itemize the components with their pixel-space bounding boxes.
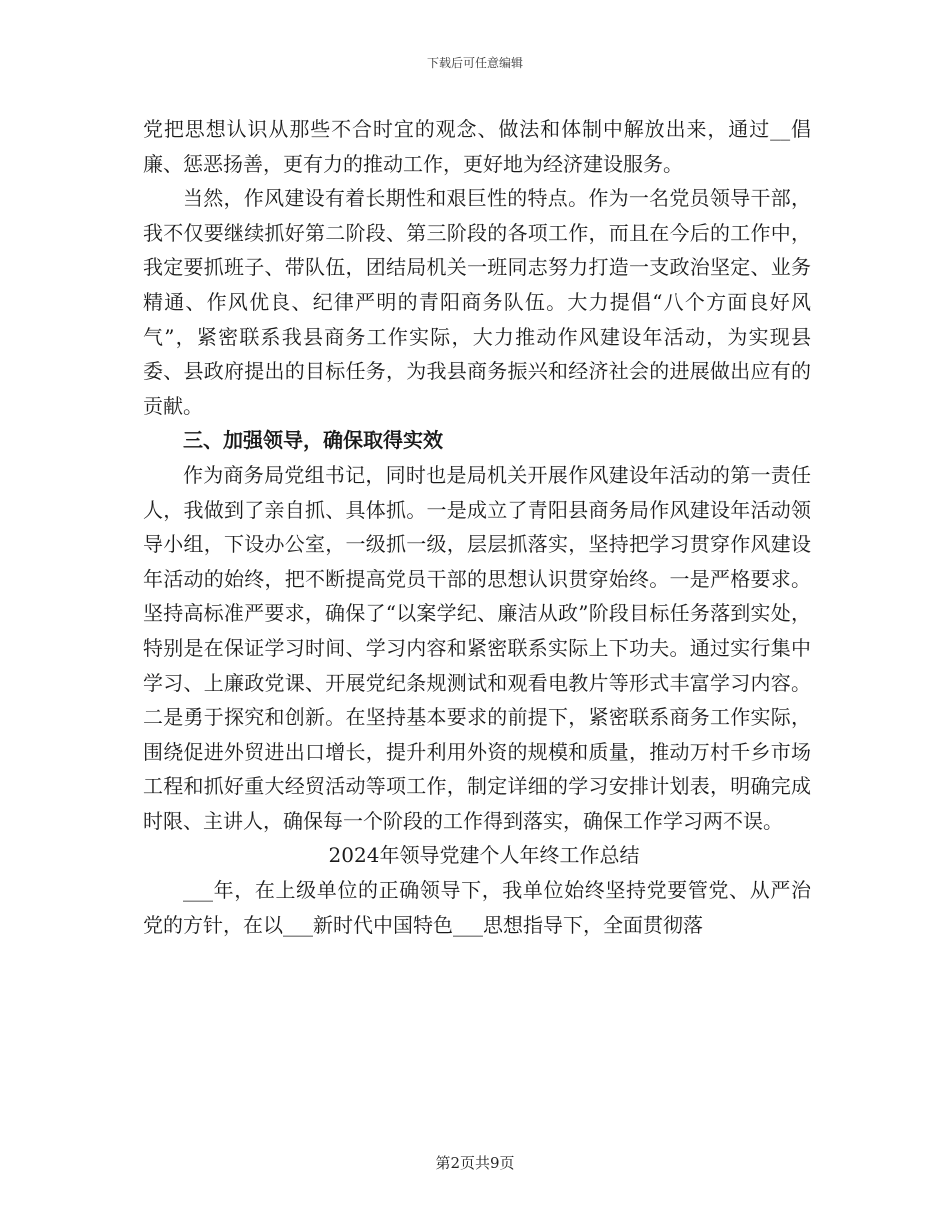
section-heading-3: 三、加强领导，确保取得实效 — [183, 428, 443, 453]
paragraph-1: 党把思想认识从那些不合时宜的观念、做法和体制中解放出来，通过__倡廉、惩恶扬善，更有力的推动工作，更好地为经济建设服务。 — [143, 117, 811, 176]
page-footer: 第2页共9页 — [435, 1154, 515, 1172]
document-title: 2024年领导党建个人年终工作总结 — [328, 843, 640, 868]
paragraph-3: 作为商务局党组书记，同时也是局机关开展作风建设年活动的第一责任人，我做到了亲自抓、具体抓。一是成立了青阳县商务局作风建设年活动领导小组，下设办公室，一级抓一级，层层抓落实，坚持把学习贯穿作风建设年活动的始终，把不断提高党员干部的思想认识贯穿始终。一是严格要求。坚持高标准严要求，确保了“以案学纪、廉洁从政”阶段目标任务落到实处，特别是在保证学习时间、学习内容和紧密联系实际上下功夫。通过实行集中学习、上廉政党课、开展党纪条规测试和观看电教片等形式丰富学习内容。二是勇于探究和创新。在坚持基本要求的前提下，紧密联系商务工作实际，围绕促进外贸进出口增长，提升利用外资的规模和质量，推动万村千乡市场工程和抓好重大经贸活动等项工作，制定详细的学习安排计划表，明确完成时限、主讲人，确保每一个阶段的工作得到落实，确保工作学习两不误。 — [143, 462, 811, 833]
paragraph-4: ___年，在上级单位的正确领导下，我单位始终坚持党要管党、从严治党的方针，在以___新时代中国特色___思想指导下，全面贯彻落 — [143, 878, 811, 937]
paragraph-2: 当然，作风建设有着长期性和艰巨性的特点。作为一名党员领导干部，我不仅要继续抓好第二阶段、第三阶段的各项工作，而且在今后的工作中，我定要抓班子、带队伍，团结局机关一班同志努力打造一支政治坚定、业务精通、作风优良、纪律严明的青阳商务队伍。大力提倡“八个方面良好风气”，紧密联系我县商务工作实际，大力推动作风建设年活动，为实现县委、县政府提出的目标任务，为我县商务振兴和经济社会的进展做出应有的贡献。 — [143, 186, 811, 418]
header-note: 下载后可任意编辑 — [426, 56, 523, 70]
document-body — [143, 112, 811, 942]
